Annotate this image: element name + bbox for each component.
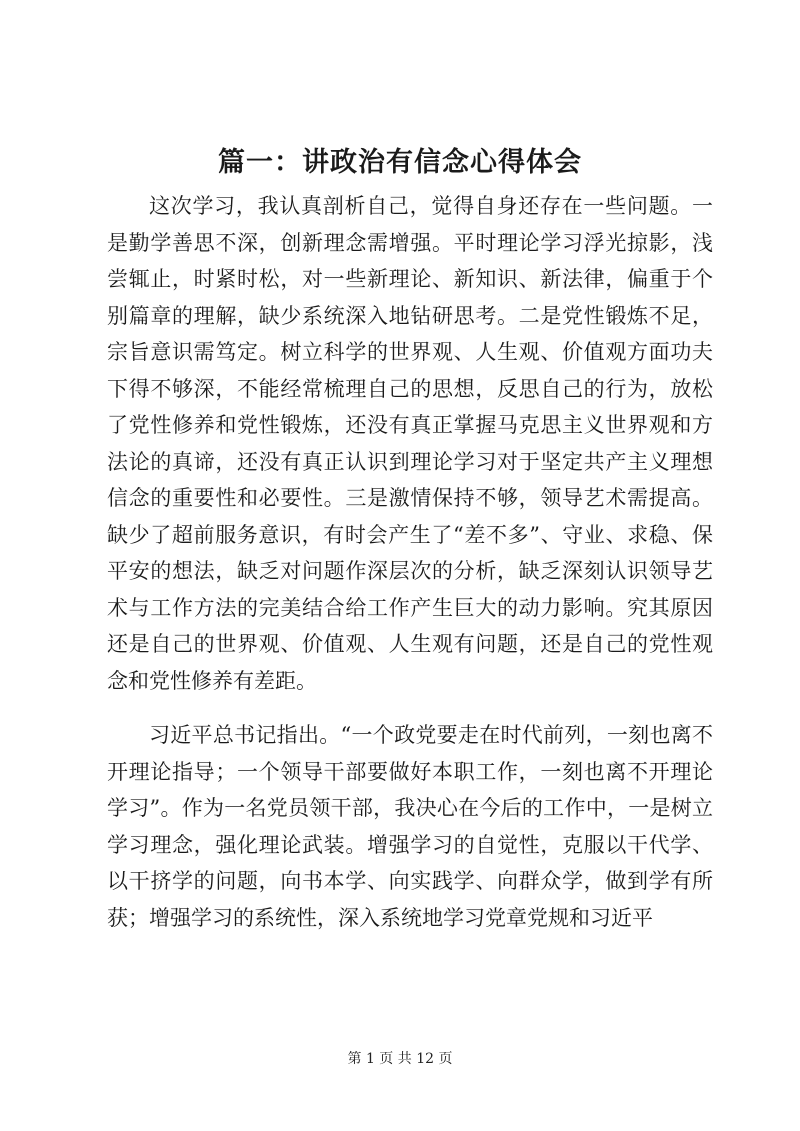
document-title: 篇一：讲政治有信念心得体会 — [218, 147, 582, 178]
page-footer: 第 1 页 共 12 页 — [347, 1051, 453, 1067]
document-body — [107, 188, 713, 936]
paragraph-1: 这次学习，我认真剖析自己，觉得自身还存在一些问题。一是勤学善思不深，创新理念需增强。平时理论学习浮光掠影，浅尝辄止，时紧时松，对一些新理论、新知识、新法律，偏重于个别篇章的理解，缺少系统深入地钻研思考。二是党性锻炼不足，宗旨意识需笃定。树立科学的世界观、人生观、价值观方面功夫下得不够深，不能经常梳理自己的思想，反思自己的行为，放松了党性修养和党性锻炼，还没有真正掌握马克思主义世界观和方法论的真谛，还没有真正认识到理论学习对于坚定共产主义理想信念的重要性和必要性。三是激情保持不够，领导艺术需提高。缺少了超前服务意识，有时会产生了“差不多”、守业、求稳、保平安的想法，缺乏对问题作深层次的分析，缺乏深刻认识领导艺术与工作方法的完美结合给工作产生巨大的动力影响。究其原因还是自己的世界观、价值观、人生观有问题，还是自己的党性观念和党性修养有差距。 — [107, 194, 713, 693]
paragraph-2: 习近平总书记指出。“一个政党要走在时代前列，一刻也离不开理论指导；一个领导干部要做好本职工作，一刻也离不开理论学习”。作为一名党员领干部，我决心在今后的工作中，一是树立学习理念，强化理论武装。增强学习的自觉性，克服以干代学、以干挤学的问题，向书本学、向实践学、向群众学，做到学有所获；增强学习的系统性，深入系统地学习党章党规和习近平 — [107, 723, 713, 930]
